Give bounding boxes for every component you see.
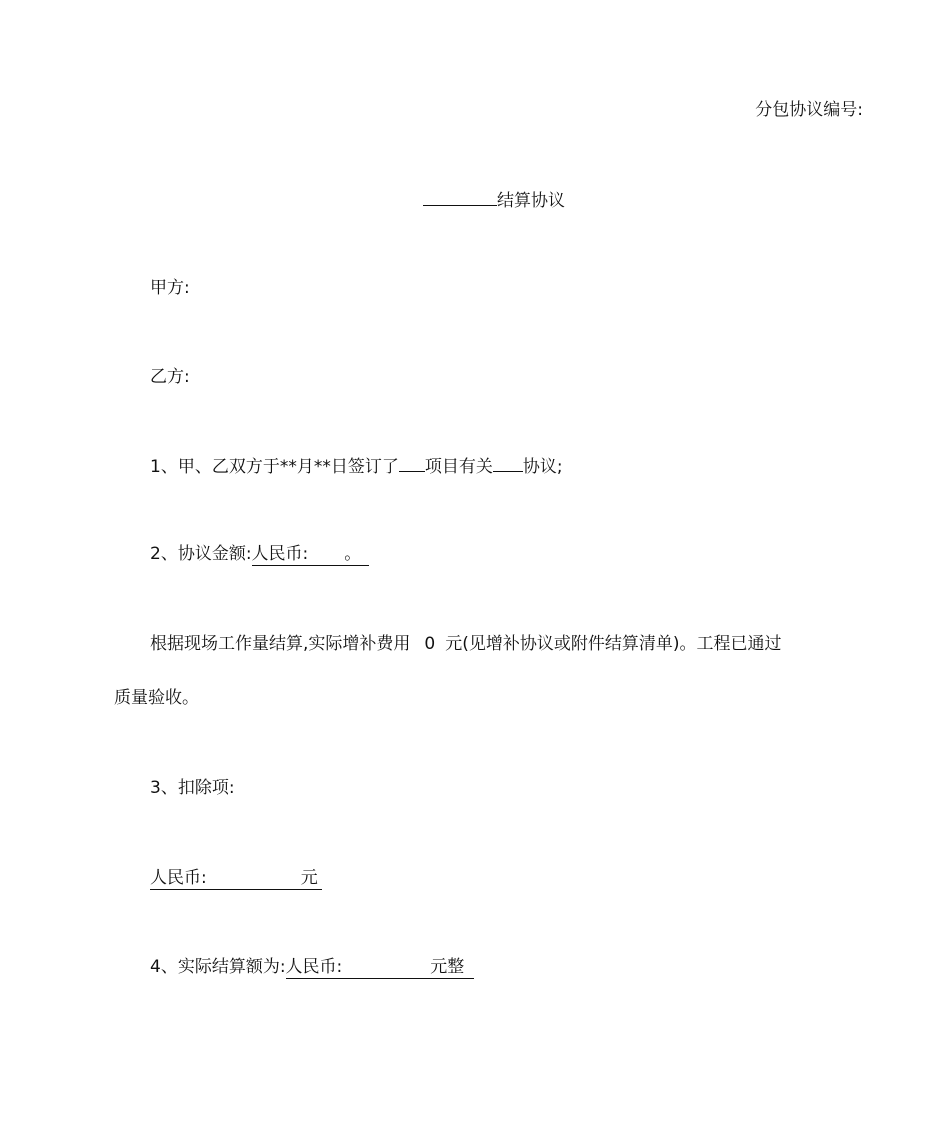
clause-4 (150, 955, 474, 979)
clause-3-amount (150, 868, 322, 890)
clause-4-amount (286, 957, 475, 979)
clause-2 (150, 542, 369, 566)
clause-3 (150, 776, 235, 800)
paragraph-text-1: 根据现场工作量结算,实际增补费用 (150, 634, 411, 654)
clause-1-blank-project (399, 453, 425, 472)
contract-number-label (755, 98, 863, 122)
clause-1-middle: 项目有关 (424, 457, 493, 477)
clause-2-amount-end: 。 (344, 544, 362, 564)
paragraph-text-rest: 元(见增补协议或附件结算清单)。工程已通过 (445, 634, 782, 654)
clause-2-amount-label: 人民币: (251, 544, 309, 564)
clause-3-amount-line (150, 866, 322, 890)
title-text: 结算协议 (497, 191, 565, 211)
party-b-line (150, 365, 190, 389)
title-blank (423, 187, 497, 206)
clause-2-amount (252, 544, 370, 566)
clause-3-unit: 元 (300, 868, 318, 888)
paragraph-line-2 (114, 686, 199, 710)
clause-4-label: 4、实际结算额为: (150, 957, 286, 977)
paragraph-amount: 0 (424, 634, 436, 654)
party-b-label: 乙方: (150, 367, 190, 387)
party-a-label: 甲方: (150, 278, 190, 298)
clause-4-unit: 元整 (430, 957, 465, 977)
clause-1-suffix: 协议; (522, 457, 563, 477)
document-title (0, 187, 950, 213)
clause-4-amount-label: 人民币: (285, 957, 343, 977)
party-a-line (150, 276, 190, 300)
clause-1 (150, 453, 563, 479)
clause-1-prefix: 1、甲、乙双方于**月**日签订了 (150, 457, 399, 477)
paragraph-line-1 (150, 632, 782, 656)
paragraph-text-2: 质量验收。 (114, 688, 199, 708)
clause-3-label: 3、扣除项: (150, 778, 235, 798)
clause-2-label: 2、协议金额: (150, 544, 252, 564)
clause-1-blank-agreement (493, 453, 523, 472)
clause-3-amount-label: 人民币: (150, 868, 207, 888)
contract-number-text: 分包协议编号: (755, 100, 863, 120)
